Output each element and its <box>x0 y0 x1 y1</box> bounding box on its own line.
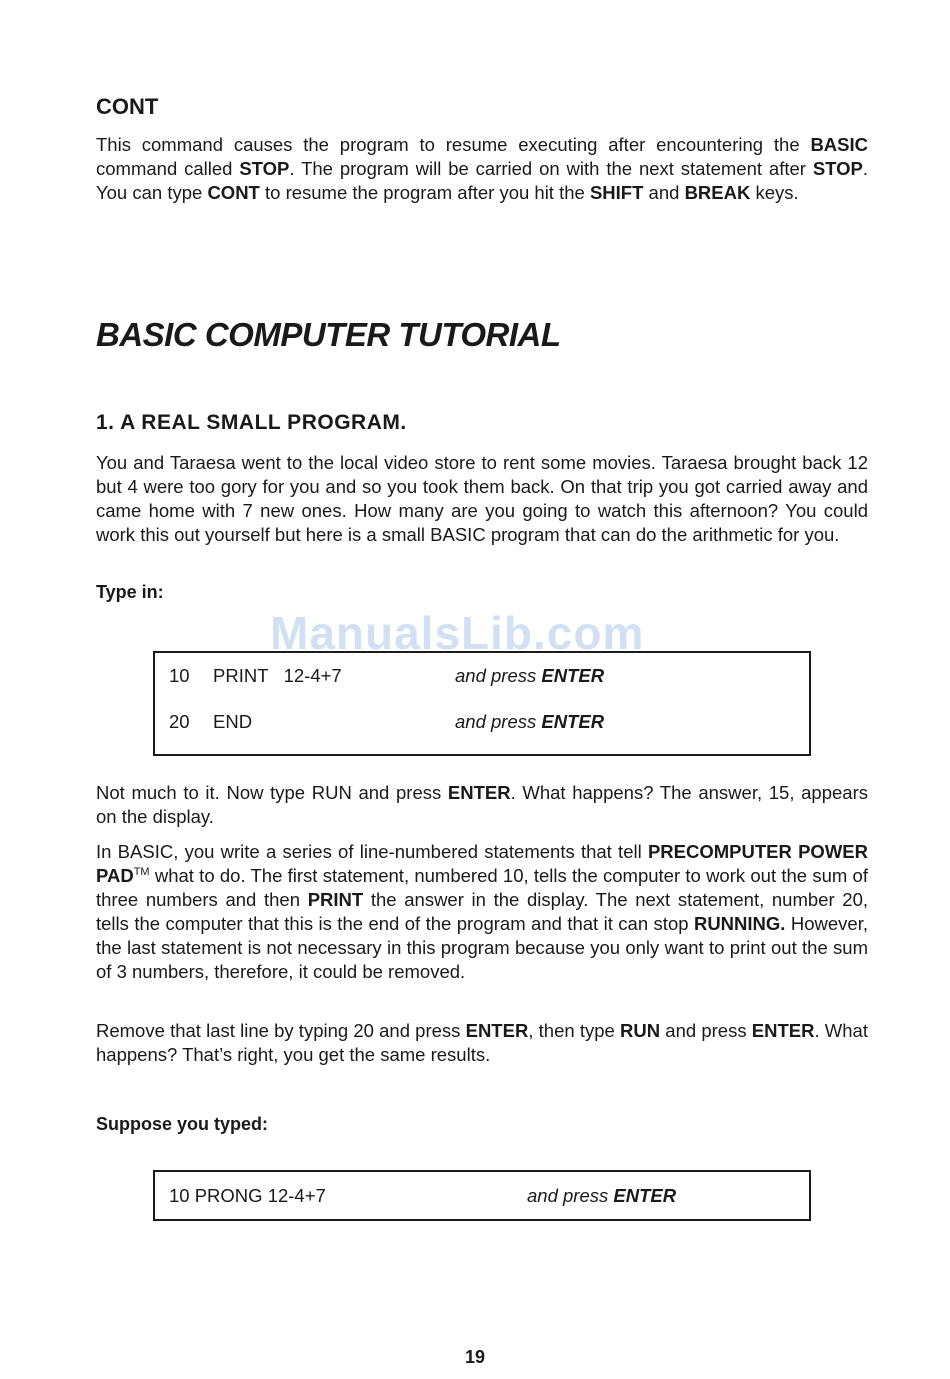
code-note <box>455 711 604 733</box>
text-run: and <box>643 182 685 203</box>
text-run: to resume the program after you hit the <box>259 182 590 203</box>
code-command: 10 PRONG 12-4+7 <box>169 1185 326 1206</box>
cont-heading: CONT <box>96 94 159 119</box>
text-run: what to do. The first statement, numbered 10, tells the computer to work out the sum of three numbers and then <box>96 865 868 910</box>
trademark-mark: TM <box>133 865 150 878</box>
note-key: ENTER <box>541 665 605 686</box>
paragraph-run <box>96 781 868 829</box>
text-run: . What happens? That’s right, you get the same results. <box>96 1020 868 1065</box>
note-text: and press <box>527 1185 614 1206</box>
text-run: However, the last statement is not necessary in this program because you only want to print out the sum of 3 numbers, therefore, it could be removed. <box>96 913 868 982</box>
text-run: , then type <box>528 1020 620 1041</box>
text-run: and press <box>660 1020 752 1041</box>
text-run: . The program will be carried on with the next statement after <box>289 158 813 179</box>
note-text: and press <box>455 665 542 686</box>
code-command: PRINT 12-4+7 <box>213 665 342 686</box>
suppose-label: Suppose you typed: <box>96 1114 269 1134</box>
type-in-label: Type in: <box>96 582 164 602</box>
bold-term: CONT <box>207 182 260 203</box>
text-run: . What happens? The answer, 15, appears on the display. <box>96 782 868 827</box>
bold-term: ENTER <box>465 1020 529 1041</box>
text-run: command called <box>96 158 240 179</box>
text-run: Remove that last line by typing 20 and press <box>96 1020 466 1041</box>
tutorial-title: BASIC COMPUTER TUTORIAL <box>96 316 561 353</box>
text-run: keys. <box>750 182 799 203</box>
cont-paragraph <box>96 133 868 205</box>
code-note <box>455 665 604 687</box>
text-run: Not much to it. Now type RUN and press <box>96 782 448 803</box>
intro-paragraph: You and Taraesa went to the local video store to rent some movies. Taraesa brought back 12 but 4 were too gory for you and so you took them back. On that trip you got carried away and came home with 7 new ones. How many are you going to watch this afternoon? You could work this out yourself but here is a small BASIC program that can do the arithmetic for you. <box>96 452 868 545</box>
watermark: ManualsLib.com <box>270 607 645 659</box>
bold-term: PRINT <box>307 889 364 910</box>
bold-term: PRECOMPUTER POWER PAD <box>96 841 868 886</box>
paragraph-remove <box>96 1019 868 1067</box>
text-run: . You can type <box>96 158 869 203</box>
note-text: and press <box>455 711 542 732</box>
page-number: 19 <box>464 1347 486 1367</box>
bold-term: RUN <box>620 1020 661 1041</box>
text-run: In BASIC, you write a series of line-numbered statements that tell <box>96 841 648 862</box>
section-heading: 1. A REAL SMALL PROGRAM. <box>96 411 407 434</box>
bold-term: STOP <box>239 158 290 179</box>
code-note <box>527 1185 676 1207</box>
line-number: 10 <box>169 665 190 686</box>
bold-term: BREAK <box>684 182 751 203</box>
bold-term: STOP <box>812 158 863 179</box>
bold-term: BASIC <box>810 134 868 155</box>
bold-term: ENTER <box>751 1020 815 1041</box>
note-key: ENTER <box>541 711 605 732</box>
text-run: the answer in the display. The next statement, number 20, tells the computer that this is the end of the program and that it can stop <box>96 889 868 934</box>
line-number: 20 <box>169 711 190 732</box>
note-key: ENTER <box>613 1185 677 1206</box>
code-box-1 <box>153 651 811 756</box>
paragraph-explanation <box>96 840 868 984</box>
bold-term: ENTER <box>447 782 511 803</box>
code-command: END <box>213 711 253 732</box>
bold-term: RUNNING. <box>693 913 786 934</box>
text-run: This command causes the program to resume executing after encountering the <box>96 134 811 155</box>
code-box-2 <box>153 1170 811 1221</box>
bold-term: SHIFT <box>589 182 644 203</box>
